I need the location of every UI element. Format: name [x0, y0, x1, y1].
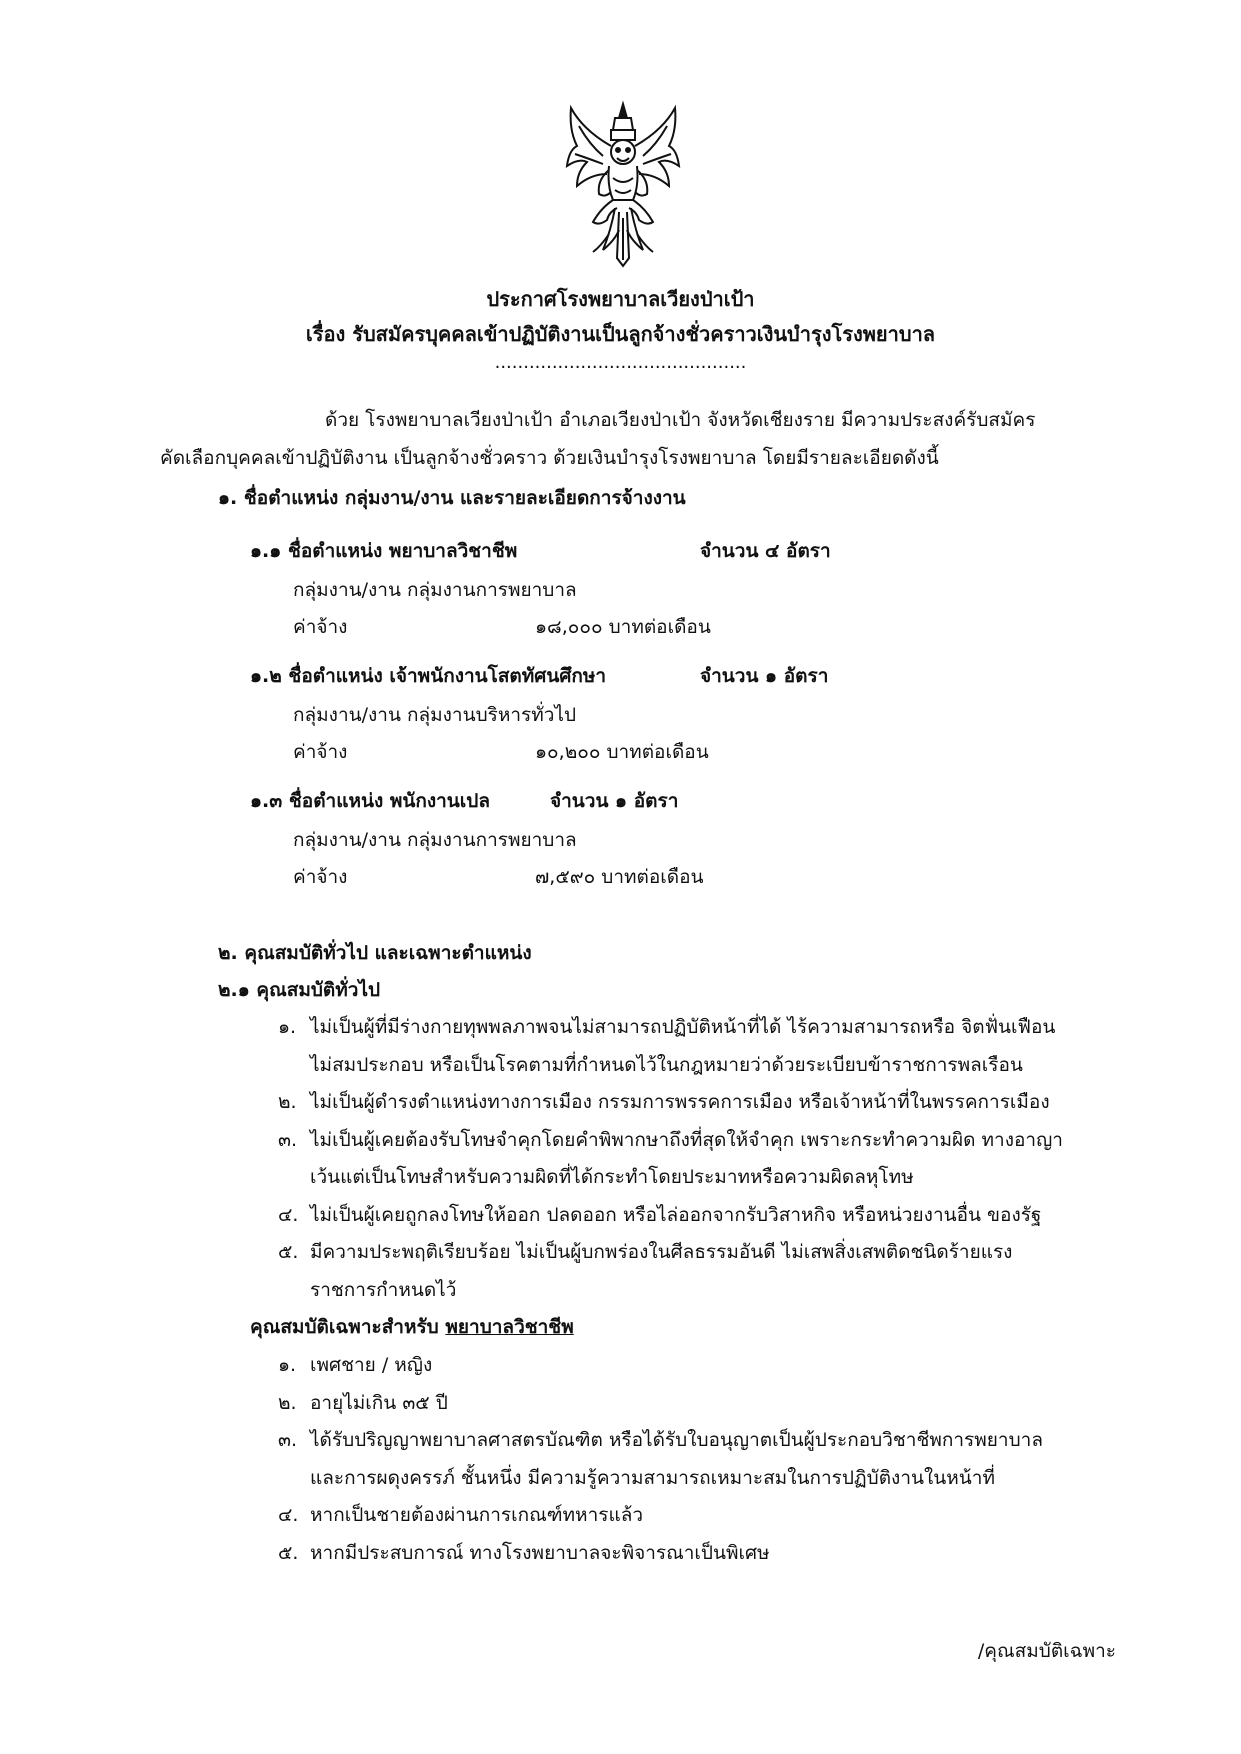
position-group: กลุ่มงาน/งาน กลุ่มงานการพยาบาล: [293, 829, 577, 851]
specific-heading-prefix: คุณสมบัติเฉพาะสำหรับ: [250, 1316, 446, 1338]
section-1-heading: ๑. ชื่อตำแหน่ง กลุ่มงาน/งาน และรายละเอียดการจ้างงาน: [218, 487, 686, 509]
wage-value: ๑๘,๐๐๐ บาทต่อเดือน: [535, 616, 711, 638]
announcement-subject: เรื่อง รับสมัครบุคคลเข้าปฏิบัติงานเป็นลูกจ้างชั่วคราวเงินบำรุงโรงพยาบาล: [305, 322, 936, 346]
list-item-text: ไม่เป็นผู้ที่มีร่างกายทุพพลภาพจนไม่สามารถปฏิบัติหน้าที่ได้ ไร้ความสามารถหรือ จิตฟั่นเฟือน: [310, 1016, 1056, 1038]
list-item-number: ๒.: [278, 1392, 297, 1414]
list-item-text: อายุไม่เกิน ๓๕ ปี: [310, 1392, 448, 1414]
list-item-number: ๓.: [278, 1429, 298, 1451]
list-item-number: ๕.: [278, 1542, 299, 1564]
position-title: ๑.๒ ชื่อตำแหน่ง เจ้าพนักงานโสตทัศนศึกษา: [250, 665, 607, 687]
intro-line-1: ด้วย โรงพยาบาลเวียงป่าเป้า อำเภอเวียงป่าเป้า จังหวัดเชียงราย มีความประสงค์รับสมัคร: [325, 409, 1036, 431]
garuda-emblem: [563, 100, 683, 268]
wage-label: ค่าจ้าง: [293, 866, 348, 888]
list-item-number: ๒.: [278, 1091, 297, 1113]
list-item-text: ราชการกำหนดไว้: [310, 1279, 457, 1301]
position-count: จำนวน ๑ อัตรา: [700, 665, 829, 687]
title-divider: ............................................: [494, 352, 747, 373]
position-count: จำนวน ๔ อัตรา: [700, 540, 831, 562]
specific-heading-position: พยาบาลวิชาชีพ: [445, 1316, 574, 1338]
list-item-number: ๑.: [278, 1016, 297, 1038]
list-item-text: หากเป็นชายต้องผ่านการเกณฑ์ทหารแล้ว: [310, 1504, 644, 1526]
wage-label: ค่าจ้าง: [293, 741, 348, 763]
list-item-number: ๔.: [278, 1504, 299, 1526]
wage-value: ๑๐,๒๐๐ บาทต่อเดือน: [535, 741, 709, 763]
list-item-text: เว้นแต่เป็นโทษสำหรับความผิดที่ได้กระทำโดยประมาทหรือความผิดลหุโทษ: [310, 1166, 914, 1188]
list-item-text: หากมีประสบการณ์ ทางโรงพยาบาลจะพิจารณาเป็นพิเศษ: [310, 1542, 770, 1564]
position-group: กลุ่มงาน/งาน กลุ่มงานการพยาบาล: [293, 579, 577, 601]
intro-line-2: คัดเลือกบุคคลเข้าปฏิบัติงาน เป็นลูกจ้างชั่วคราว ด้วยเงินบำรุงโรงพยาบาล โดยมีรายละเอียดดังนี้: [160, 447, 939, 469]
announcement-title: ประกาศโรงพยาบาลเวียงป่าเป้า: [486, 287, 755, 311]
position-title: ๑.๑ ชื่อตำแหน่ง พยาบาลวิชาชีพ: [250, 540, 518, 562]
section-2-heading: ๒. คุณสมบัติทั่วไป และเฉพาะตำแหน่ง: [218, 942, 532, 964]
list-item-number: ๔.: [278, 1204, 299, 1226]
position-title: ๑.๓ ชื่อตำแหน่ง พนักงานเปล: [250, 790, 490, 812]
list-item-text: ไม่เป็นผู้เคยต้องรับโทษจำคุกโดยคำพิพากษาถึงที่สุดให้จำคุก เพราะกระทำความผิด ทางอาญา: [310, 1129, 1063, 1151]
list-item-text: ไม่สมประกอบ หรือเป็นโรคตามที่กำหนดไว้ในกฎหมายว่าด้วยระเบียบข้าราชการพลเรือน: [310, 1054, 1023, 1076]
wage-label: ค่าจ้าง: [293, 616, 348, 638]
list-item-text: และการผดุงครรภ์ ชั้นหนึ่ง มีความรู้ความสามารถเหมาะสมในการปฏิบัติงานในหน้าที่: [310, 1467, 995, 1489]
list-item-number: ๑.: [278, 1354, 297, 1376]
list-item-number: ๕.: [278, 1241, 299, 1263]
section-2-1-heading: ๒.๑ คุณสมบัติทั่วไป: [218, 979, 381, 1001]
specific-qualifications-heading: [250, 1312, 574, 1342]
position-count: จำนวน ๑ อัตรา: [550, 790, 679, 812]
position-group: กลุ่มงาน/งาน กลุ่มงานบริหารทั่วไป: [293, 704, 577, 726]
continued-marker: /คุณสมบัติเฉพาะ: [977, 1640, 1116, 1662]
list-item-text: ได้รับปริญญาพยาบาลศาสตรบัณฑิต หรือได้รับใบอนุญาตเป็นผู้ประกอบวิชาชีพการพยาบาล: [310, 1429, 1043, 1451]
list-item-text: ไม่เป็นผู้ดำรงตำแหน่งทางการเมือง กรรมการพรรคการเมือง หรือเจ้าหน้าที่ในพรรคการเมือง: [310, 1091, 1050, 1113]
list-item-text: มีความประพฤติเรียบร้อย ไม่เป็นผู้บกพร่องในศีลธรรมอันดี ไม่เสพสิ่งเสพติดชนิดร้ายแรง: [310, 1241, 1013, 1263]
wage-value: ๗,๕๙๐ บาทต่อเดือน: [535, 866, 704, 888]
list-item-number: ๓.: [278, 1129, 298, 1151]
list-item-text: เพศชาย / หญิง: [310, 1354, 433, 1376]
list-item-text: ไม่เป็นผู้เคยถูกลงโทษให้ออก ปลดออก หรือไล่ออกจากรับวิสาหกิจ หรือหน่วยงานอื่น ของรัฐ: [310, 1204, 1042, 1226]
